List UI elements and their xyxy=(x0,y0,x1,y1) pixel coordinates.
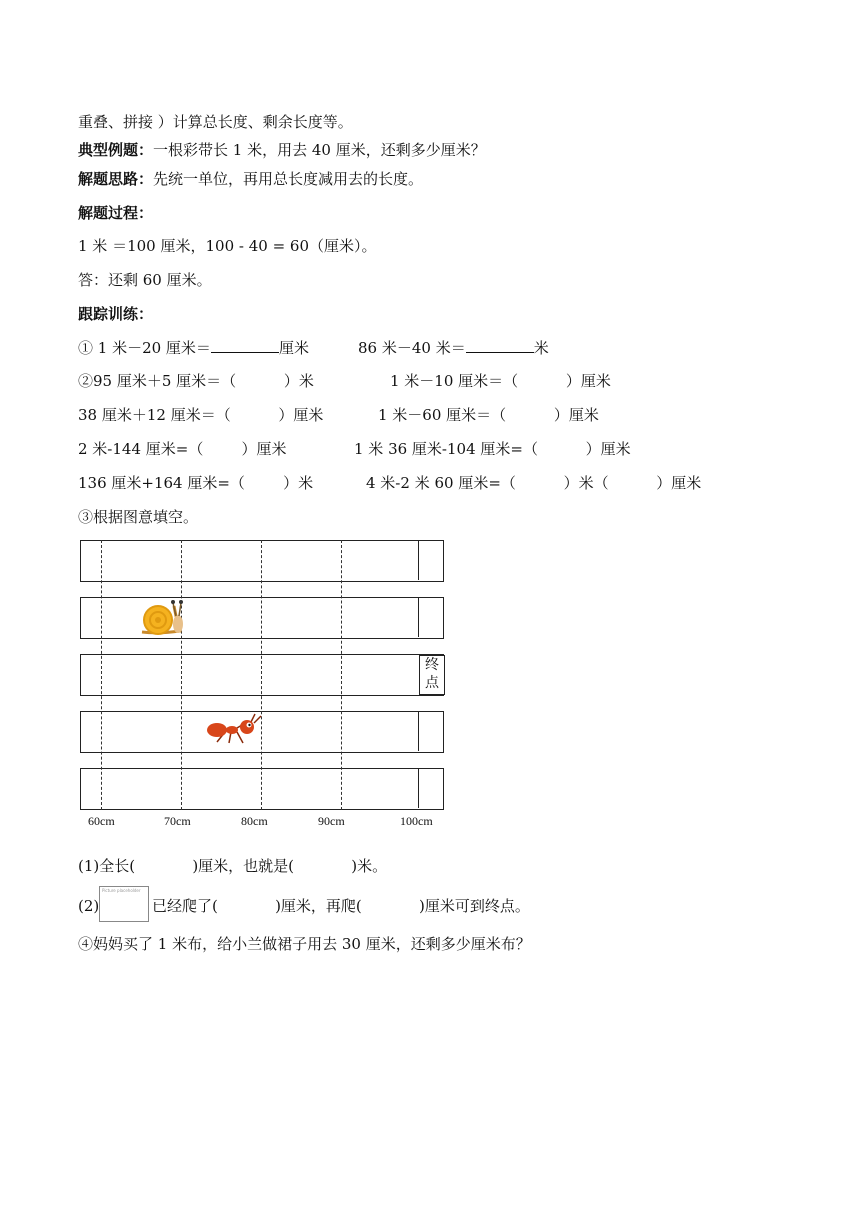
track-row-1 xyxy=(80,540,444,582)
image-placeholder-text: Picture placeholder xyxy=(102,888,141,893)
training-label: 跟踪训练： xyxy=(78,305,154,323)
question-2-prefix: (2) xyxy=(78,897,100,915)
exercise-3b: 1 米－60 厘米＝（ ）厘米 xyxy=(378,406,599,424)
tick-label: 80cm xyxy=(241,814,268,828)
tick-label: 60cm xyxy=(88,814,115,828)
answer-blank[interactable] xyxy=(466,338,534,353)
exercise-1a-unit: 厘米 xyxy=(278,339,309,357)
example-text: 一根彩带长 1 米，用去 40 厘米，还剩多少厘米？ xyxy=(153,141,486,159)
exercise-4b: 1 米 36 厘米-104 厘米=（ ）厘米 xyxy=(354,440,631,458)
exercise-1a-text: ① 1 米－20 厘米＝ xyxy=(78,339,211,357)
process-text: 1 米 ＝100 厘米，100 - 40 = 60（厘米）。 xyxy=(78,237,377,255)
gridline-60 xyxy=(101,540,102,810)
tick-label: 70cm xyxy=(164,814,191,828)
exercise-row-1b xyxy=(358,338,549,358)
example-line xyxy=(78,140,486,160)
exercise-1b-text: 86 米－40 米＝ xyxy=(358,339,466,357)
finish-line-segment xyxy=(418,598,419,637)
finish-line-segment xyxy=(418,712,419,751)
track-row-2 xyxy=(80,597,444,639)
idea-line xyxy=(78,169,423,189)
exercise-1b-unit: 米 xyxy=(533,339,549,357)
exercise-6-heading: ③根据图意填空。 xyxy=(78,508,199,526)
gridline-90 xyxy=(341,540,342,810)
exercise-2b: 1 米－10 厘米＝（ ）厘米 xyxy=(390,372,611,390)
example-label: 典型例题： xyxy=(78,141,154,159)
exercise-row-1a xyxy=(78,338,309,358)
exercise-5b: 4 米-2 米 60 厘米=（ ）米（ ）厘米 xyxy=(366,474,702,492)
track-row-5 xyxy=(80,768,444,810)
finish-label-line-1: 终 xyxy=(425,657,439,673)
question-1: (1)全长( )厘米，也就是( )米。 xyxy=(78,857,388,875)
answer-blank[interactable] xyxy=(211,338,279,353)
track-row-3 xyxy=(80,654,444,696)
exercise-3a: 38 厘米＋12 厘米＝（ ）厘米 xyxy=(78,406,324,424)
finish-label xyxy=(419,655,445,695)
idea-label: 解题思路： xyxy=(78,170,154,188)
idea-text: 先统一单位，再用总长度减用去的长度。 xyxy=(153,170,424,188)
exercise-5a: 136 厘米+164 厘米=（ ）米 xyxy=(78,474,314,492)
question-3: ④妈妈买了 1 米布，给小兰做裙子用去 30 厘米，还剩多少厘米布？ xyxy=(78,935,531,953)
exercise-4a: 2 米-144 厘米=（ ）厘米 xyxy=(78,440,287,458)
finish-label-line-2: 点 xyxy=(425,675,439,691)
process-label: 解题过程： xyxy=(78,204,154,222)
snail-icon xyxy=(138,598,184,636)
finish-line-segment xyxy=(418,769,419,808)
tick-label: 90cm xyxy=(318,814,345,828)
tick-label: 100cm xyxy=(400,814,433,828)
image-placeholder xyxy=(99,886,149,922)
gridline-70 xyxy=(181,540,182,810)
continued-text: 重叠、拼接 ）计算总长度、剩余长度等。 xyxy=(78,113,353,131)
question-2-text: 已经爬了( )厘米，再爬( )厘米可到终点。 xyxy=(152,897,530,915)
answer-text: 答：还剩 60 厘米。 xyxy=(78,271,212,289)
exercise-2a: ②95 厘米＋5 厘米＝（ ）米 xyxy=(78,372,314,390)
gridline-80 xyxy=(261,540,262,810)
ant-icon xyxy=(207,712,263,746)
finish-line-segment xyxy=(418,541,419,580)
